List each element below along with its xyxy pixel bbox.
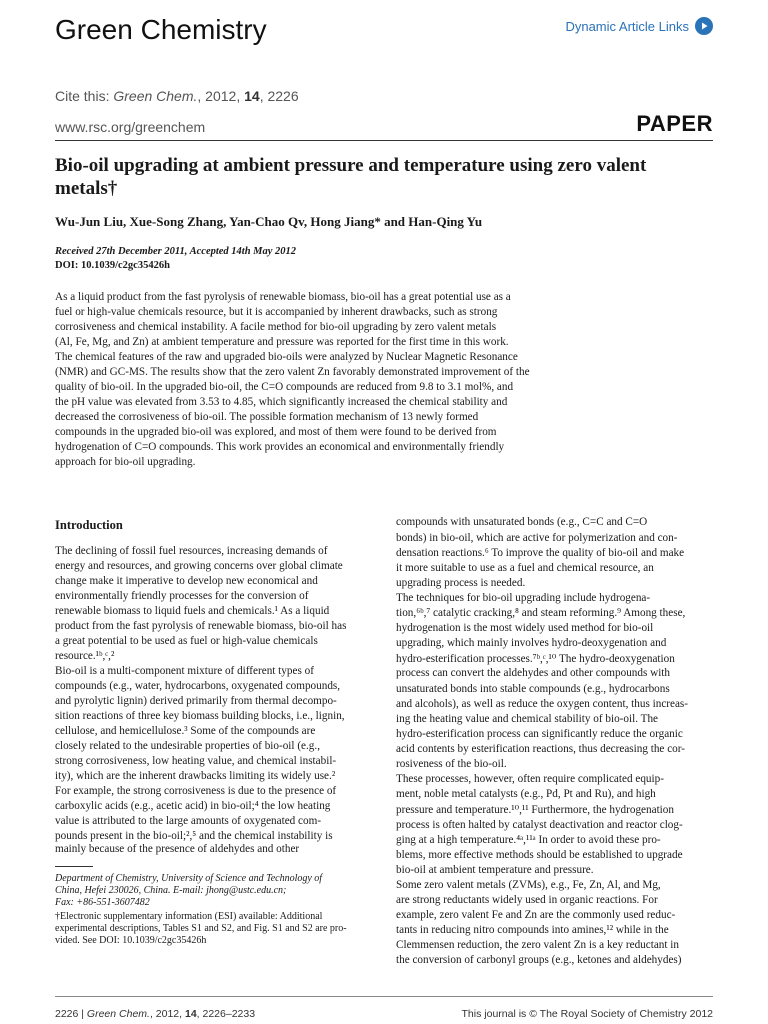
body-line: unsaturated bonds into stable compounds (e.g., hydrocarbons	[396, 683, 670, 695]
affiliation-line: China, Hefei 230026, China. E-mail: jhong@ustc.edu.cn;	[55, 885, 287, 896]
body-line: densation reactions.⁶ To improve the quality of bio-oil and make	[396, 547, 685, 559]
body-line: ing the heating value and chemical stability of bio-oil. The	[396, 713, 659, 725]
body-line: and alcohols), as well as reduce the oxygen content, thus increas-	[396, 698, 689, 710]
dynamic-article-links[interactable]	[565, 17, 713, 35]
body-line: pressure and temperature.¹⁰,¹¹ Furthermore, the hydrogenation	[396, 804, 674, 816]
body-line: compounds with unsaturated bonds (e.g., C=C and C=O	[396, 516, 648, 528]
dynamic-links-label[interactable]: Dynamic Article Links	[565, 18, 689, 34]
body-line: hydro-esterification process can significantly reduce the organic	[396, 728, 683, 740]
footnote-rule	[55, 866, 93, 867]
body-line: ity), which are the inherent drawbacks limiting its widely use.²	[55, 770, 336, 782]
body-line: process can convert the aldehydes and other compounds with	[396, 667, 671, 679]
received-dates: Received 27th December 2011, Accepted 14th May 2012	[55, 246, 297, 257]
esi-footnote-line: experimental descriptions, Tables S1 and S2, and Fig. S1 and S2 are pro-	[55, 923, 347, 934]
esi-footnote-line: †Electronic supplementary information (ESI) available: Additional	[55, 911, 323, 922]
body-line: resource.¹ᵇ,ᶜ,²	[55, 650, 115, 662]
article-title: Bio-oil upgrading at ambient pressure and temperature using zero valent metals†	[55, 155, 647, 199]
body-line: pounds present in the bio-oil;²,⁵ and the chemical instability is	[55, 830, 333, 842]
body-line: compounds (e.g., water, hydrocarbons, oxygenated compounds,	[55, 680, 341, 692]
body-line: sition reactions of three key biomass building blocks, i.e., lignin,	[55, 710, 345, 722]
author-list: Wu-Jun Liu, Xue-Song Zhang, Yan-Chao Qv, Hong Jiang* and Han-Qing Yu	[55, 214, 483, 229]
footer-pages: , 2226–2233	[196, 1008, 256, 1020]
esi-footnote-line: vided. See DOI: 10.1039/c2gc35426h	[55, 935, 207, 946]
footer-copyright: This journal is © The Royal Society of Chemistry 2012	[461, 1008, 713, 1020]
body-line: rosiveness of the bio-oil.	[396, 758, 507, 770]
body-line: process is often halted by catalyst deactivation and reactor clog-	[396, 819, 683, 831]
body-line: the conversion of carbonyl groups (e.g., ketones and aldehydes)	[396, 954, 682, 966]
body-line: energy and resources, and growing concerns over global climate	[55, 560, 343, 572]
body-line: For example, the strong corrosiveness is due to the presence of	[55, 785, 337, 797]
body-line: Clemmensen reduction, the zero valent Zn is a key reductant in	[396, 939, 680, 951]
body-line: a great potential to be used as fuel or high-value chemicals	[55, 635, 318, 647]
cite-volume: 14	[244, 88, 260, 104]
play-arrow-icon[interactable]	[695, 17, 713, 35]
body-line: upgrading, which mainly involves hydro-deoxygenation and	[396, 637, 667, 649]
body-line: change make it imperative to develop new economical and	[55, 575, 318, 587]
abstract-line: As a liquid product from the fast pyrolysis of renewable biomass, bio-oil has a great potential use as a	[55, 291, 511, 303]
citation-line	[55, 88, 299, 104]
abstract-line: the pH value was elevated from 3.53 to 4.85, which significantly increased the chemical stability and	[55, 396, 508, 408]
body-line: hydrogenation is the most widely used method for bio-oil	[396, 622, 654, 634]
body-line: ment, noble metal catalysts (e.g., Pd, Pt and Ru), and high	[396, 788, 656, 800]
footer-volume: 14	[184, 1008, 197, 1020]
body-line: ging at a high temperature.⁴ᵃ,¹¹ᵃ In order to avoid these pro-	[396, 834, 661, 846]
abstract-line: corrosiveness and chemical instability. A facile method for bio-oil upgrading by zero valent metals	[55, 321, 497, 333]
body-line: it more suitable to use as a fuel and chemical resource, an	[396, 562, 654, 574]
abstract-line: fuel or high-value chemicals resource, but it is accompanied by inherent drawbacks, such as strong	[55, 306, 498, 318]
doi: DOI: 10.1039/c2gc35426h	[55, 260, 170, 271]
abstract-line: approach for bio-oil upgrading.	[55, 456, 196, 468]
footer-year: , 2012,	[149, 1008, 185, 1020]
body-line: bonds) in bio-oil, which are active for polymerization and con-	[396, 532, 678, 544]
body-line: bio-oil at ambient temperature and pressure.	[396, 864, 594, 876]
footer-citation: 2226 | Green Chem., 2012, 14, 2226–2233	[55, 1008, 256, 1020]
body-line: cellulose, and hemicellulose.³ Some of the compounds are	[55, 725, 316, 737]
affiliation-line: Fax: +86-551-3607482	[55, 897, 150, 908]
body-line: The techniques for bio-oil upgrading include hydrogena-	[396, 592, 651, 604]
body-line: closely related to the undesirable properties of bio-oil (e.g.,	[55, 740, 320, 752]
body-line: acid contents by esterification reactions, thus decreasing the cor-	[396, 743, 685, 755]
body-line: Bio-oil is a multi-component mixture of different types of	[55, 665, 314, 677]
body-line: strong corrosiveness, low heating value, and chemical instabil-	[55, 755, 337, 767]
cite-journal: Green Chem.	[113, 88, 198, 104]
cite-page: , 2226	[259, 88, 299, 104]
body-line: hydro-esterification processes.⁷ᵇ,ᶜ,¹⁰ The hydro-deoxygenation	[396, 653, 675, 665]
body-line: tants in reducing nitro compounds into amines,¹² while in the	[396, 924, 669, 936]
body-line: mainly because of the presence of aldehydes and other	[55, 843, 300, 855]
footer-page: 2226	[55, 1008, 79, 1020]
abstract-line: decreased the corrosiveness of bio-oil. The possible formation mechanism of 13 newly formed	[55, 411, 479, 423]
footer-journal: Green Chem.	[86, 1008, 150, 1020]
body-line: Some zero valent metals (ZVMs), e.g., Fe, Zn, Al, and Mg,	[396, 879, 661, 891]
body-line: blems, more effective methods should be established to upgrade	[396, 849, 683, 861]
body-line: example, zero valent Fe and Zn are the commonly used reduc-	[396, 909, 676, 921]
abstract-line: quality of bio-oil. In the upgraded bio-oil, the C=O compounds are reduced from 9.8 to 3.1 mol%, and	[55, 381, 514, 393]
paper-label: PAPER	[636, 111, 713, 136]
affiliation-line: Department of Chemistry, University of Science and Technology of	[55, 873, 323, 884]
body-line: carboxylic acids (e.g., acetic acid) in bio-oil;⁴ the low heating	[55, 800, 331, 812]
header-rule	[55, 140, 713, 141]
cite-prefix: Cite this:	[55, 88, 114, 104]
abstract-line: The chemical features of the raw and upgraded bio-oils were analyzed by Nuclear Magnetic Resonance	[55, 351, 518, 363]
journal-url[interactable]: www.rsc.org/greenchem	[55, 119, 206, 135]
abstract-line: hydrogenation of C=O compounds. This work provides an economical and environmentally friendly	[55, 441, 505, 453]
cite-year: , 2012,	[197, 88, 245, 104]
body-line: value is attributed to the large amounts of oxygenated com-	[55, 815, 322, 827]
introduction-heading: Introduction	[55, 518, 123, 532]
abstract-line: compounds in the upgraded bio-oil was explored, and most of them were found to be derived from	[55, 426, 497, 438]
abstract-line: (NMR) and GC-MS. The results show that the zero valent Zn favorably demonstrated improvement of the	[55, 366, 530, 378]
body-line: The declining of fossil fuel resources, increasing demands of	[55, 545, 328, 557]
journal-title: Green Chemistry	[55, 14, 267, 45]
abstract-line: (Al, Fe, Mg, and Zn) at ambient temperature and pressure was reported for the first time in this work.	[55, 336, 509, 348]
body-line: are strong reductants widely used in organic reactions. For	[396, 894, 658, 906]
body-line: tion,⁶ᵇ,⁷ catalytic cracking,⁸ and steam reforming.⁹ Among these,	[396, 607, 686, 619]
body-line: environmentally friendly processes for the conversion of	[55, 590, 309, 602]
body-line: renewable biomass to liquid fuels and chemicals.¹ As a liquid	[55, 605, 330, 617]
body-line: product from the fast pyrolysis of renewable biomass, bio-oil has	[55, 620, 347, 632]
footer-rule	[55, 996, 713, 997]
body-line: upgrading process is needed.	[396, 577, 526, 589]
body-line: These processes, however, often require complicated equip-	[396, 773, 664, 785]
body-line: and pyrolytic lignin) derived primarily from thermal decompo-	[55, 695, 337, 707]
